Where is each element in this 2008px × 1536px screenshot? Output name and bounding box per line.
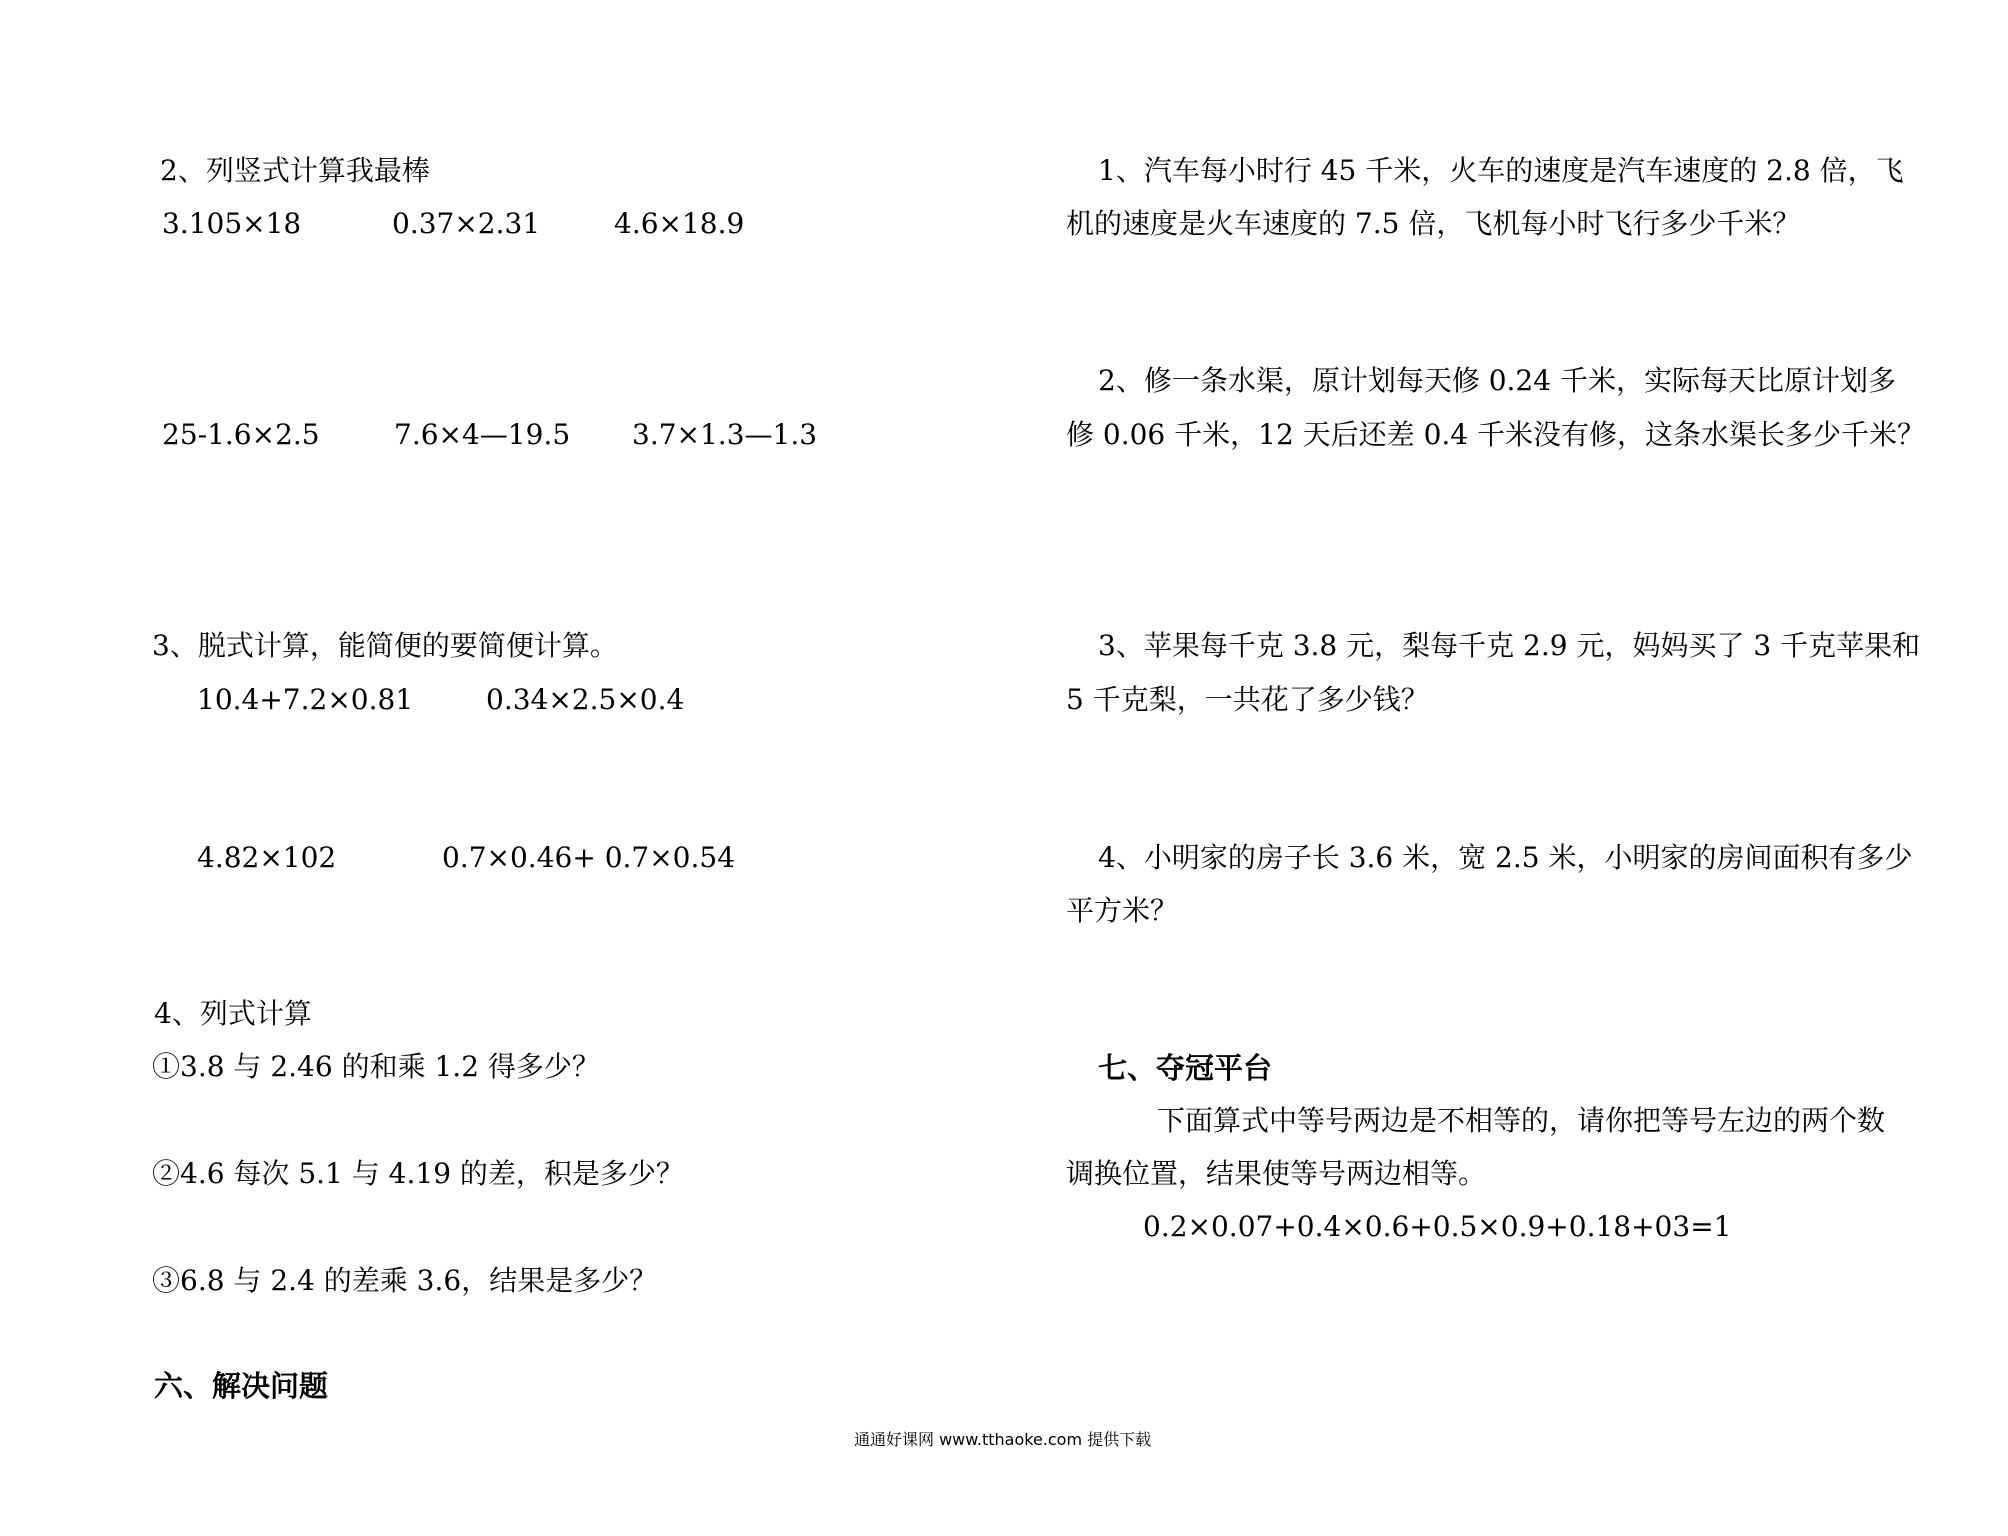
formula-calc-item: ②4.6 每次 5.1 与 4.19 的差，积是多少？ <box>152 1157 684 1190</box>
word-problem-line: 1、汽车每小时行 45 千米，火车的速度是汽车速度的 2.8 倍，飞 <box>1098 154 1904 187</box>
vertical-calc-heading: 2、列竖式计算我最棒 <box>160 154 430 187</box>
word-problem-line: 3、苹果每千克 3.8 元，梨每千克 2.9 元，妈妈买了 3 千克苹果和 <box>1098 629 1921 662</box>
word-problem-line: 修 0.06 千米，12 天后还差 0.4 千米没有修，这条水渠长多少千米？ <box>1066 418 1926 451</box>
simplify-calc-expression: 0.34×2.5×0.4 <box>486 683 685 716</box>
word-problem-line: 4、小明家的房子长 3.6 米，宽 2.5 米，小明家的房间面积有多少 <box>1098 841 1913 874</box>
footer-credit: 通通好课网 www.tthaoke.com 提供下载 <box>854 1430 1152 1449</box>
word-problem-line: 2、修一条水渠，原计划每天修 0.24 千米，实际每天比原计划多 <box>1098 364 1896 397</box>
simplify-calc-expression: 10.4+7.2×0.81 <box>197 683 414 716</box>
section-six-title: 六、解决问题 <box>154 1369 329 1403</box>
vertical-calc-expression: 7.6×4—19.5 <box>394 418 571 451</box>
simplify-calc-expression: 0.7×0.46+ 0.7×0.54 <box>442 841 736 874</box>
formula-calc-heading: 4、列式计算 <box>154 997 312 1030</box>
section-seven-equation: 0.2×0.07+0.4×0.6+0.5×0.9+0.18+03=1 <box>1143 1210 1732 1243</box>
word-problem-line: 机的速度是火车速度的 7.5 倍，飞机每小时飞行多少千米？ <box>1066 207 1801 240</box>
formula-calc-item: ①3.8 与 2.46 的和乘 1.2 得多少？ <box>152 1050 600 1083</box>
simplify-calc-expression: 4.82×102 <box>197 841 337 874</box>
vertical-calc-expression: 3.105×18 <box>162 207 302 240</box>
vertical-calc-expression: 4.6×18.9 <box>614 207 745 240</box>
section-seven-instruction: 下面算式中等号两边是不相等的，请你把等号左边的两个数 <box>1157 1104 1886 1137</box>
word-problem-line: 平方米？ <box>1066 894 1179 927</box>
simplify-calc-heading: 3、脱式计算，能简便的要简便计算。 <box>152 629 618 662</box>
vertical-calc-expression: 25-1.6×2.5 <box>162 418 320 451</box>
section-seven-title: 七、夺冠平台 <box>1098 1051 1273 1085</box>
vertical-calc-expression: 3.7×1.3—1.3 <box>632 418 818 451</box>
vertical-calc-expression: 0.37×2.31 <box>392 207 541 240</box>
word-problem-line: 5 千克梨，一共花了多少钱？ <box>1066 683 1429 716</box>
formula-calc-item: ③6.8 与 2.4 的差乘 3.6，结果是多少？ <box>152 1264 658 1297</box>
section-seven-instruction: 调换位置，结果使等号两边相等。 <box>1066 1157 1487 1190</box>
